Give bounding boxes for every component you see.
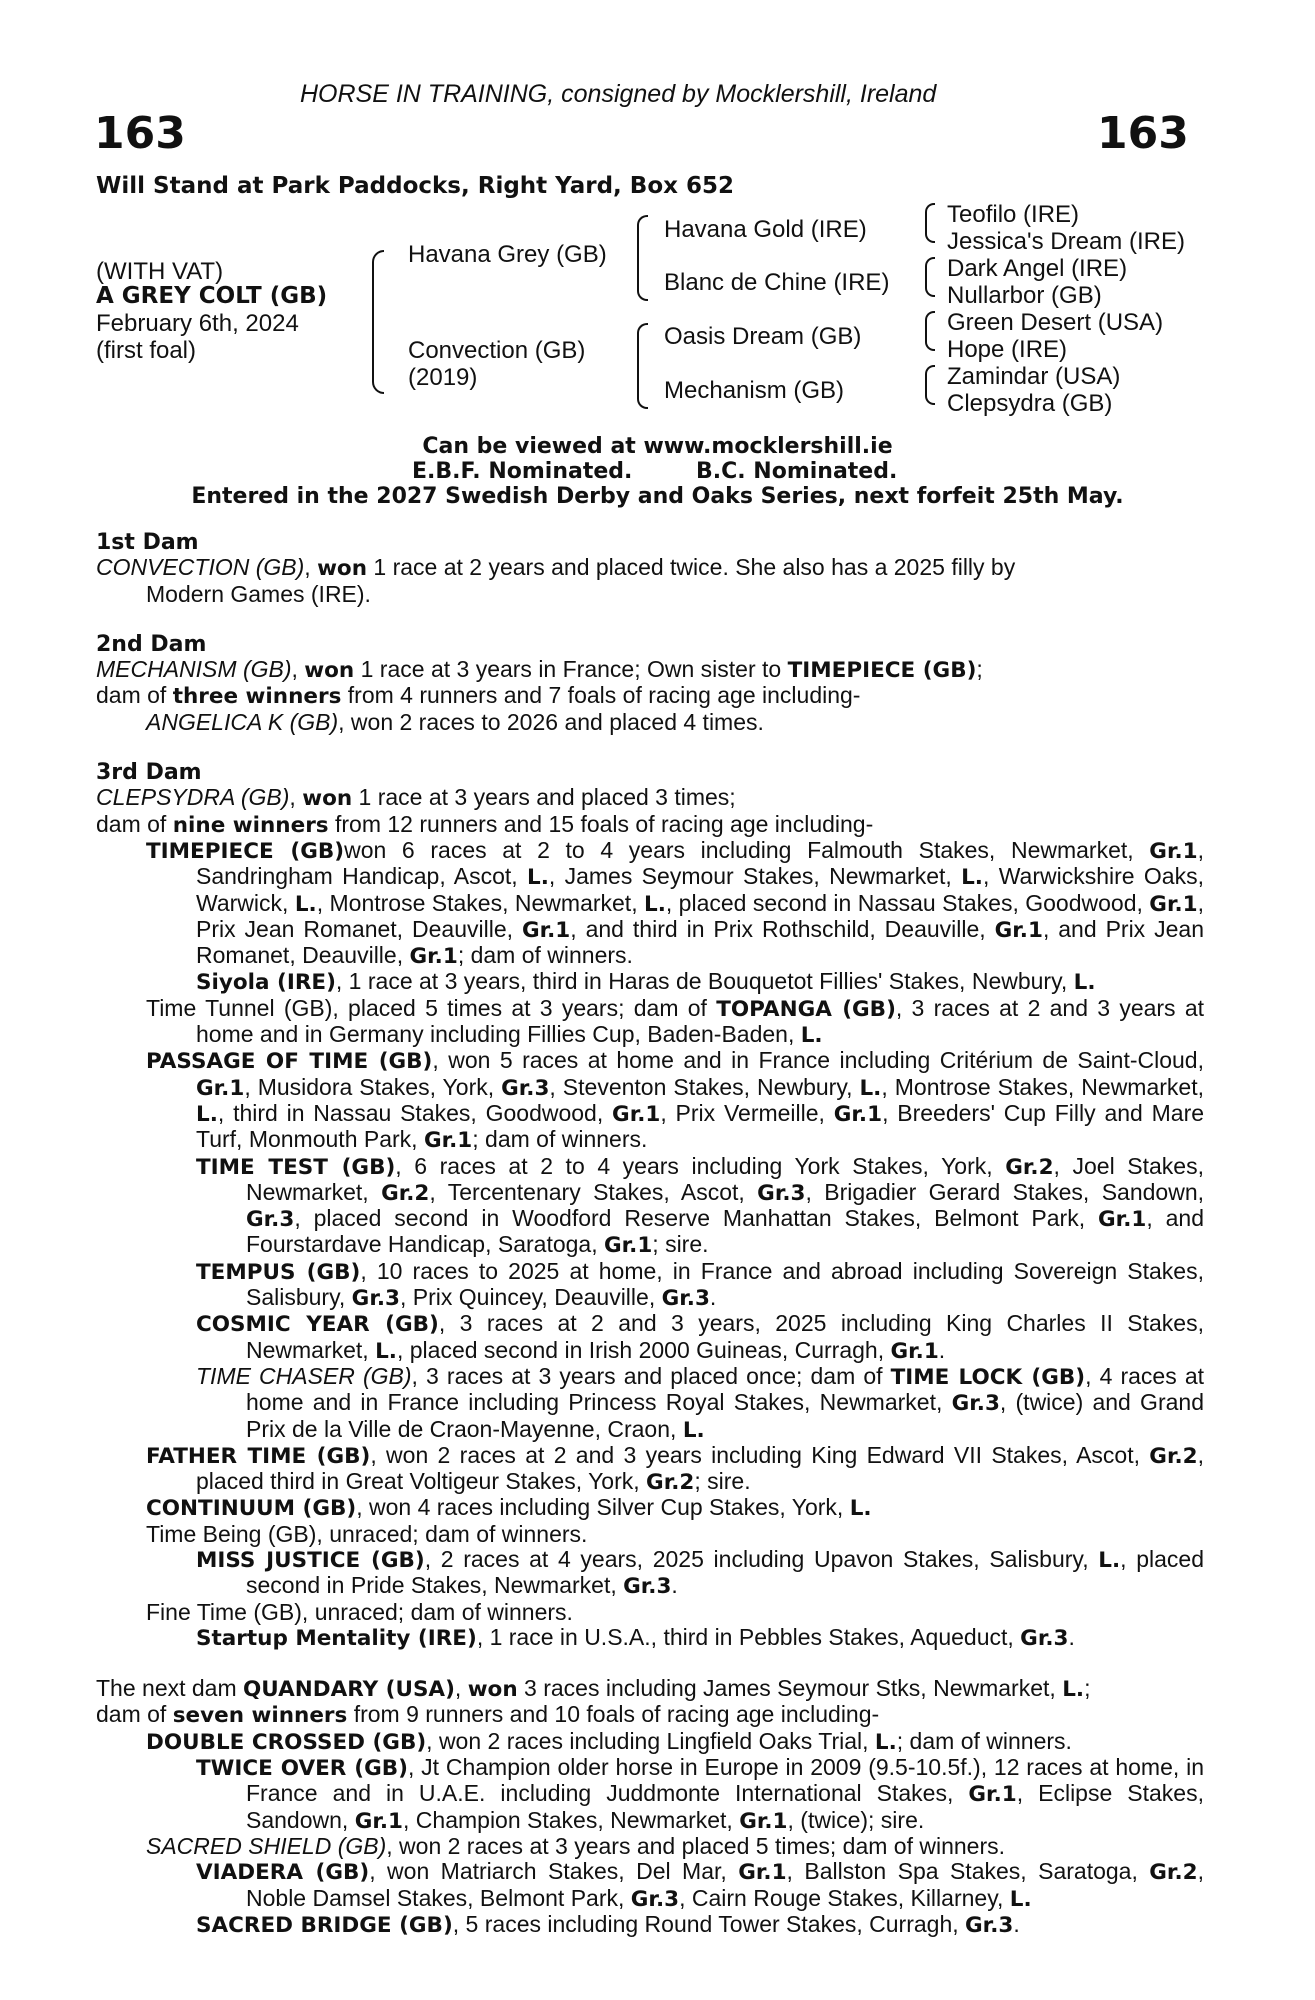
pedigree-dsd: Hope (IRE) [947,336,1068,363]
entry-text: . [1068,1623,1075,1650]
produce-entry [96,1259,1204,1312]
entry-text: L. [1009,1886,1032,1912]
entry-text: Gr.1 [521,917,571,943]
horse-name-text: TWICE OVER (GB) [196,1756,408,1782]
next-dam-intro: The next dam [96,1675,244,1702]
entry-text: L. [644,891,666,917]
next-produce-entry [96,1859,1204,1912]
produce-entry [96,969,1204,995]
entry-text: L. [961,865,983,891]
horse-name-text: TEMPUS (GB) [196,1259,361,1285]
vat-note: (WITH VAT) [96,258,224,285]
second-dam-winners: three winners [172,684,342,710]
entry-text: , placed second in Irish 2000 Guineas, Curragh, [396,1336,891,1363]
produce-entry [96,1547,1204,1600]
entry-text: Gr.3 [501,1075,550,1101]
entry-text: , Tercentenary Stakes, Ascot, [429,1178,758,1205]
entry-text: Gr.2 [1149,1443,1198,1469]
entry-text: , 1 race in U.S.A., third in Pebbles Stakes, Aqueduct, [476,1623,1021,1650]
horse-name-text: FATHER TIME (GB) [146,1443,371,1469]
entry-text: Gr.1 [423,1128,473,1154]
entry-text: ; sire. [694,1468,751,1495]
third-dam-winners: nine winners [172,812,329,838]
entry-text: , Ballston Spa Stakes, Saratoga, [786,1858,1150,1885]
website-notice: Can be viewed at www.mocklershill.ie [422,434,893,459]
entry-text: , won 5 races at home and in France including Critérium de Saint-Cloud, [432,1047,1204,1074]
entry-text: L. [294,891,317,917]
first-dam-text: 1 race at 2 years and placed twice. She also has a 2025 filly by [367,554,1016,581]
entry-text: , and third in Prix Rothschild, Deauville, [570,915,995,942]
pedigree-brace-ss [925,203,935,243]
first-dam-name: CONVECTION (GB) [96,554,305,581]
entry-text: , Prix Vermeille, [660,1099,834,1126]
next-dam-grade: L. [1062,1677,1085,1703]
produce-entry [96,1495,1204,1521]
entry-text: , 10 races to 2025 at home, in France and abroad including Sovereign Stakes, Salisbury, [246,1257,1204,1311]
produce-entry [96,1625,1204,1651]
second-dam-runners: from 4 runners and 7 foals of racing age including- [341,682,861,709]
entry-text: , Prix Quincey, Deauville, [399,1284,662,1311]
entry-text: Gr.3 [630,1886,680,1912]
entry-text: , 2 races at 4 years, 2025 including Upavon Stakes, Salisbury, [424,1545,1099,1572]
next-dam-para: The next dam QUANDARY (USA), won 3 races including James Seymour Stks, Newmarket, L.; [96,1675,1091,1703]
entry-text: , 3 races at 2 and 3 years, 2025 including King Charles II Stakes, Newmarket, [246,1310,1204,1363]
pedigree-sire: Havana Grey (GB) [408,241,607,268]
entry-text: L. [1073,970,1096,996]
second-dam-name: MECHANISM (GB) [96,656,292,683]
horse-name-text: Startup Mentality (IRE) [196,1625,477,1651]
entry-text: , 5 races including Round Tower Stakes, Curragh, [452,1910,966,1937]
produce-entry [96,1364,1204,1443]
pedigree-brace-sd [925,257,935,297]
entry-text: L. [1098,1547,1121,1573]
pedigree-sds: Dark Angel (IRE) [947,255,1128,282]
pedigree-dds: Zamindar (USA) [947,363,1121,390]
entry-text: , won 2 races at 2 and 3 years including King Edward VII Stakes, Ascot, [370,1441,1150,1468]
pedigree-brace-dd [925,365,935,405]
third-dam-name: CLEPSYDRA (GB) [96,784,290,811]
first-dam-cont: Modern Games (IRE). [146,580,371,607]
entry-text: TIME LOCK (GB) [890,1364,1086,1390]
second-dam-dam-of: dam of [96,682,173,709]
second-dam-sister: TIMEPIECE (GB) [787,658,977,684]
pedigree-brace-main [372,250,384,394]
horse-name-text: MISS JUSTICE (GB) [196,1547,425,1573]
entry-text: Gr.1 [612,1101,661,1127]
lot-number-right: 163 [1097,108,1189,159]
horse-name-text: TIME CHASER (GB) [196,1362,412,1389]
entry-text: L. [196,1101,218,1127]
produce-entry [96,1048,1204,1153]
entry-text: Gr.1 [409,944,458,970]
pedigree-dam-year: (2019) [408,364,478,391]
horse-name-text: VIADERA (GB) [196,1860,370,1886]
entry-text: , Brigadier Gerard Stakes, Sandown, [805,1178,1204,1205]
pedigree-dss: Green Desert (USA) [947,309,1164,336]
horse-name-text: Siyola (IRE) [196,970,336,996]
entry-text: Gr.1 [1098,1207,1147,1233]
entry-text: ; dam of winners. [457,942,633,969]
next-dam-runners: from 9 runners and 10 foals of racing age including- [347,1701,880,1728]
entry-text: L. [874,1729,897,1755]
entry-text: Gr.1 [738,1860,787,1886]
entry-text: Gr.1 [196,1075,245,1101]
third-dam-produce-line [96,812,1204,838]
entry-text: Gr.3 [623,1574,672,1600]
next-produce-entry [96,1834,1204,1859]
third-dam-para: CLEPSYDRA (GB), won 1 race at 3 years and placed 3 times; [96,784,736,812]
second-dam-text: 1 race at 3 years in France; Own sister to [354,656,788,683]
produce-entry [96,1522,1204,1547]
first-dam-heading: 1st Dam [96,530,199,555]
entry-text: Gr.1 [890,1338,939,1364]
first-dam-para: CONVECTION (GB), won 1 race at 2 years and placed twice. She also has a 2025 filly by [96,554,1016,582]
entry-text: , Joel Stakes, Newmarket, [246,1152,1204,1205]
entry-text: , Eclipse Stakes, Sandown, [246,1780,1204,1833]
entry-text: , won 4 races including Silver Cup Stakes, York, [356,1494,850,1521]
entry-text: Gr.2 [646,1470,695,1496]
pedigree-sire-dam: Blanc de Chine (IRE) [664,269,890,296]
entry-text: Gr.1 [968,1782,1017,1808]
entry-text: Gr.3 [951,1391,1000,1417]
next-dam-semi: ; [1084,1675,1091,1702]
entry-text: . [671,1572,678,1599]
entry-text: , Montrose Stakes, Newmarket, [316,889,644,916]
entry-text: , placed second in Pride Stakes, Newmarket, [246,1545,1204,1599]
next-produce-entry [96,1755,1204,1834]
entry-text: . [709,1284,717,1311]
entry-text: , 1 race at 3 years, third in Haras de Bouquetot Fillies' Stakes, Newbury, [335,968,1074,995]
pedigree-sss: Teofilo (IRE) [947,201,1080,228]
entry-text: Gr.3 [351,1286,400,1312]
entry-text: . [938,1336,946,1363]
consignment-header: HORSE IN TRAINING, consigned by Mocklershill, Ireland [300,80,937,108]
third-dam-won: won [302,786,353,812]
entry-text: L. [682,1417,705,1443]
entry-text: , 6 races at 2 to 4 years including York Stakes, York, [395,1152,1006,1179]
next-dam-name: QUANDARY (USA) [243,1677,455,1703]
entry-text: , (twice); sire. [787,1806,925,1833]
produce-entry [96,996,1204,1049]
catalogue-body [96,530,1204,1938]
second-dam-produce-name: ANGELICA K (GB) [146,708,339,735]
next-dam-text: 3 races including James Seymour Stks, Newmarket, [517,1675,1063,1702]
pedigree-dam-dam: Mechanism (GB) [664,377,845,404]
entry-text: L. [849,1496,872,1522]
third-dam-text: 1 race at 3 years and placed 3 times; [352,784,736,811]
pedigree-brace-sire [637,215,648,301]
pedigree-dam: Convection (GB) [408,337,586,364]
second-dam-produce-text: , won 2 races to 2026 and placed 4 times. [338,708,764,735]
entry-text: , Montrose Stakes, Newmarket, [881,1073,1204,1100]
entry-text: Gr.3 [757,1180,806,1206]
bc-notice: B.C. Nominated. [696,459,898,484]
entry-text: , and Prix Jean Romanet, Deauville, [196,915,1204,969]
entry-text: Gr.1 [603,1233,653,1259]
entry-text: , 3 races at 3 years and placed once; dam of [411,1362,891,1389]
entry-text: , Jt Champion older horse in Europe in 2009 (9.5-10.5f.), 12 races at home, in France and in U.A.E. including Juddmonte International Stakes, [246,1754,1204,1807]
horse-name-text: TIMEPIECE (GB) [146,838,345,864]
first-dam-won: won [317,556,368,582]
swedish-entry-notice: Entered in the 2027 Swedish Derby and Oaks Series, next forfeit 25th May. [191,484,1124,509]
pedigree-ddd: Clepsydra (GB) [947,390,1113,417]
entry-text: , won 2 races including Lingfield Oaks Trial, [426,1727,875,1754]
foal-note: (first foal) [96,337,197,364]
pedigree-ssd: Jessica's Dream (IRE) [947,228,1185,255]
entry-text: Gr.1 [354,1808,404,1834]
horse-name-text: SACRED SHIELD (GB) [146,1832,387,1859]
entry-text: , Warwickshire Oaks, Warwick, [196,863,1204,916]
ebf-notice: E.B.F. Nominated. [412,459,633,484]
entry-text: L. [527,865,549,891]
entry-text: , won 2 races at 3 years and placed 5 times; dam of winners. [386,1832,1006,1859]
horse-name-text: SACRED BRIDGE (GB) [196,1912,453,1938]
entry-text: , Noble Damsel Stakes, Belmont Park, [246,1858,1204,1911]
entry-text: , Champion Stakes, Newmarket, [403,1806,740,1833]
entry-text: Gr.1 [1149,891,1198,917]
entry-text: Gr.1 [1149,838,1198,864]
second-dam-heading: 2nd Dam [96,631,207,657]
entry-text: ; sire. [652,1231,709,1258]
pedigree-brace-ds [925,311,935,351]
second-dam-para: MECHANISM (GB), won 1 race at 3 years in France; Own sister to TIMEPIECE (GB); [96,656,983,684]
entry-text: Gr.3 [965,1912,1014,1938]
entry-text: ; dam of winners. [896,1727,1072,1754]
entry-text: Gr.3 [246,1207,295,1233]
entry-text: Gr.1 [994,917,1043,943]
horse-name-text: Time Tunnel (GB), placed 5 times at 3 years; dam of [146,994,717,1021]
second-dam-produce-line [96,683,1204,709]
entry-text: , 4 races at home and in France including Princess Royal Stakes, Newmarket, [246,1362,1204,1416]
horse-name-text: PASSAGE OF TIME (GB) [146,1049,433,1075]
entry-text: TOPANGA (GB) [716,996,896,1022]
entry-text: , placed second in Woodford Reserve Manhattan Stakes, Belmont Park, [294,1205,1099,1232]
entry-text: L. [375,1338,397,1364]
entry-text: , Musidora Stakes, York, [244,1073,502,1100]
entry-text: , won Matriarch Stakes, Del Mar, [369,1858,739,1885]
entry-text: . [1013,1910,1020,1937]
entry-text: Gr.2 [1005,1154,1054,1180]
entry-text: Gr.3 [661,1286,710,1312]
entry-text: , Cairn Rouge Stakes, Killarney, [679,1884,1010,1911]
entry-text: , 3 races at 2 and 3 years at home and in Germany including Fillies Cup, Baden-Baden, [196,994,1205,1048]
entry-text: , and Fourstardave Handicap, Saratoga, [246,1205,1204,1258]
pedigree-brace-dam [637,323,648,409]
next-dam-won: won [467,1677,518,1703]
pedigree-dam-sire: Oasis Dream (GB) [664,323,862,350]
next-dam-produce-line [96,1702,1204,1728]
entry-text: , Prix Jean Romanet, Deauville, [196,889,1204,942]
pedigree-sire-sire: Havana Gold (IRE) [664,216,867,243]
entry-text: , third in Nassau Stakes, Goodwood, [217,1099,613,1126]
produce-entry [96,1154,1204,1259]
next-produce-entry [96,1729,1204,1755]
third-dam-heading: 3rd Dam [96,760,202,786]
entry-text: L. [859,1075,882,1101]
entry-text: , James Seymour Stakes, Newmarket, [548,863,962,890]
entry-text: Gr.1 [739,1808,788,1834]
horse-name-text: CONTINUUM (GB) [146,1496,357,1522]
horse-name-text: DOUBLE CROSSED (GB) [146,1729,427,1755]
entry-text: won 6 races at 2 to 4 years including Falmouth Stakes, Newmarket, [344,836,1150,863]
foaling-date: February 6th, 2024 [96,310,299,337]
next-dam-winners: seven winners [172,1703,348,1729]
second-dam-produce [96,710,1204,735]
horse-name-text: COSMIC YEAR (GB) [196,1312,439,1338]
entry-text: , Steventon Stakes, Newbury, [549,1073,860,1100]
second-dam-semi: ; [976,656,983,683]
second-dam-won: won [304,658,355,684]
entry-text: Gr.2 [381,1180,430,1206]
horse-name-text: Fine Time (GB), unraced; dam of winners. [146,1598,573,1625]
entry-text: , placed second in Nassau Stakes, Goodwood, [665,889,1150,916]
lot-number-left: 163 [94,108,186,159]
produce-entry [96,1600,1204,1625]
entry-text: Gr.1 [833,1101,883,1127]
entry-text: L. [800,1023,823,1049]
entry-text: , Sandringham Handicap, Ascot, [196,836,1204,890]
horse-name-text: TIME TEST (GB) [196,1154,396,1180]
entry-text: , (twice) and Grand Prix de la Ville de Craon-Mayenne, Craon, [246,1389,1204,1442]
produce-entry [96,1311,1204,1364]
third-dam-runners: from 12 runners and 15 foals of racing age including- [328,810,874,837]
produce-entry [96,838,1204,969]
location-line: Will Stand at Park Paddocks, Right Yard, Box 652 [96,173,734,199]
entry-text: , placed third in Great Voltigeur Stakes, York, [196,1441,1204,1495]
produce-entry [96,1443,1204,1496]
pedigree-sdd: Nullarbor (GB) [947,282,1102,309]
next-dam-dam-of: dam of [96,1701,173,1728]
horse-name-text: Time Being (GB), unraced; dam of winners. [146,1520,588,1547]
third-dam-dam-of: dam of [96,810,173,837]
entry-text: Gr.2 [1149,1860,1198,1886]
entry-text: ; dam of winners. [472,1126,648,1153]
entry-text: , Breeders' Cup Filly and Mare Turf, Monmouth Park, [196,1099,1205,1153]
horse-name: A GREY COLT (GB) [96,283,328,309]
entry-text: Gr.3 [1020,1625,1069,1651]
next-produce-entry [96,1912,1204,1938]
